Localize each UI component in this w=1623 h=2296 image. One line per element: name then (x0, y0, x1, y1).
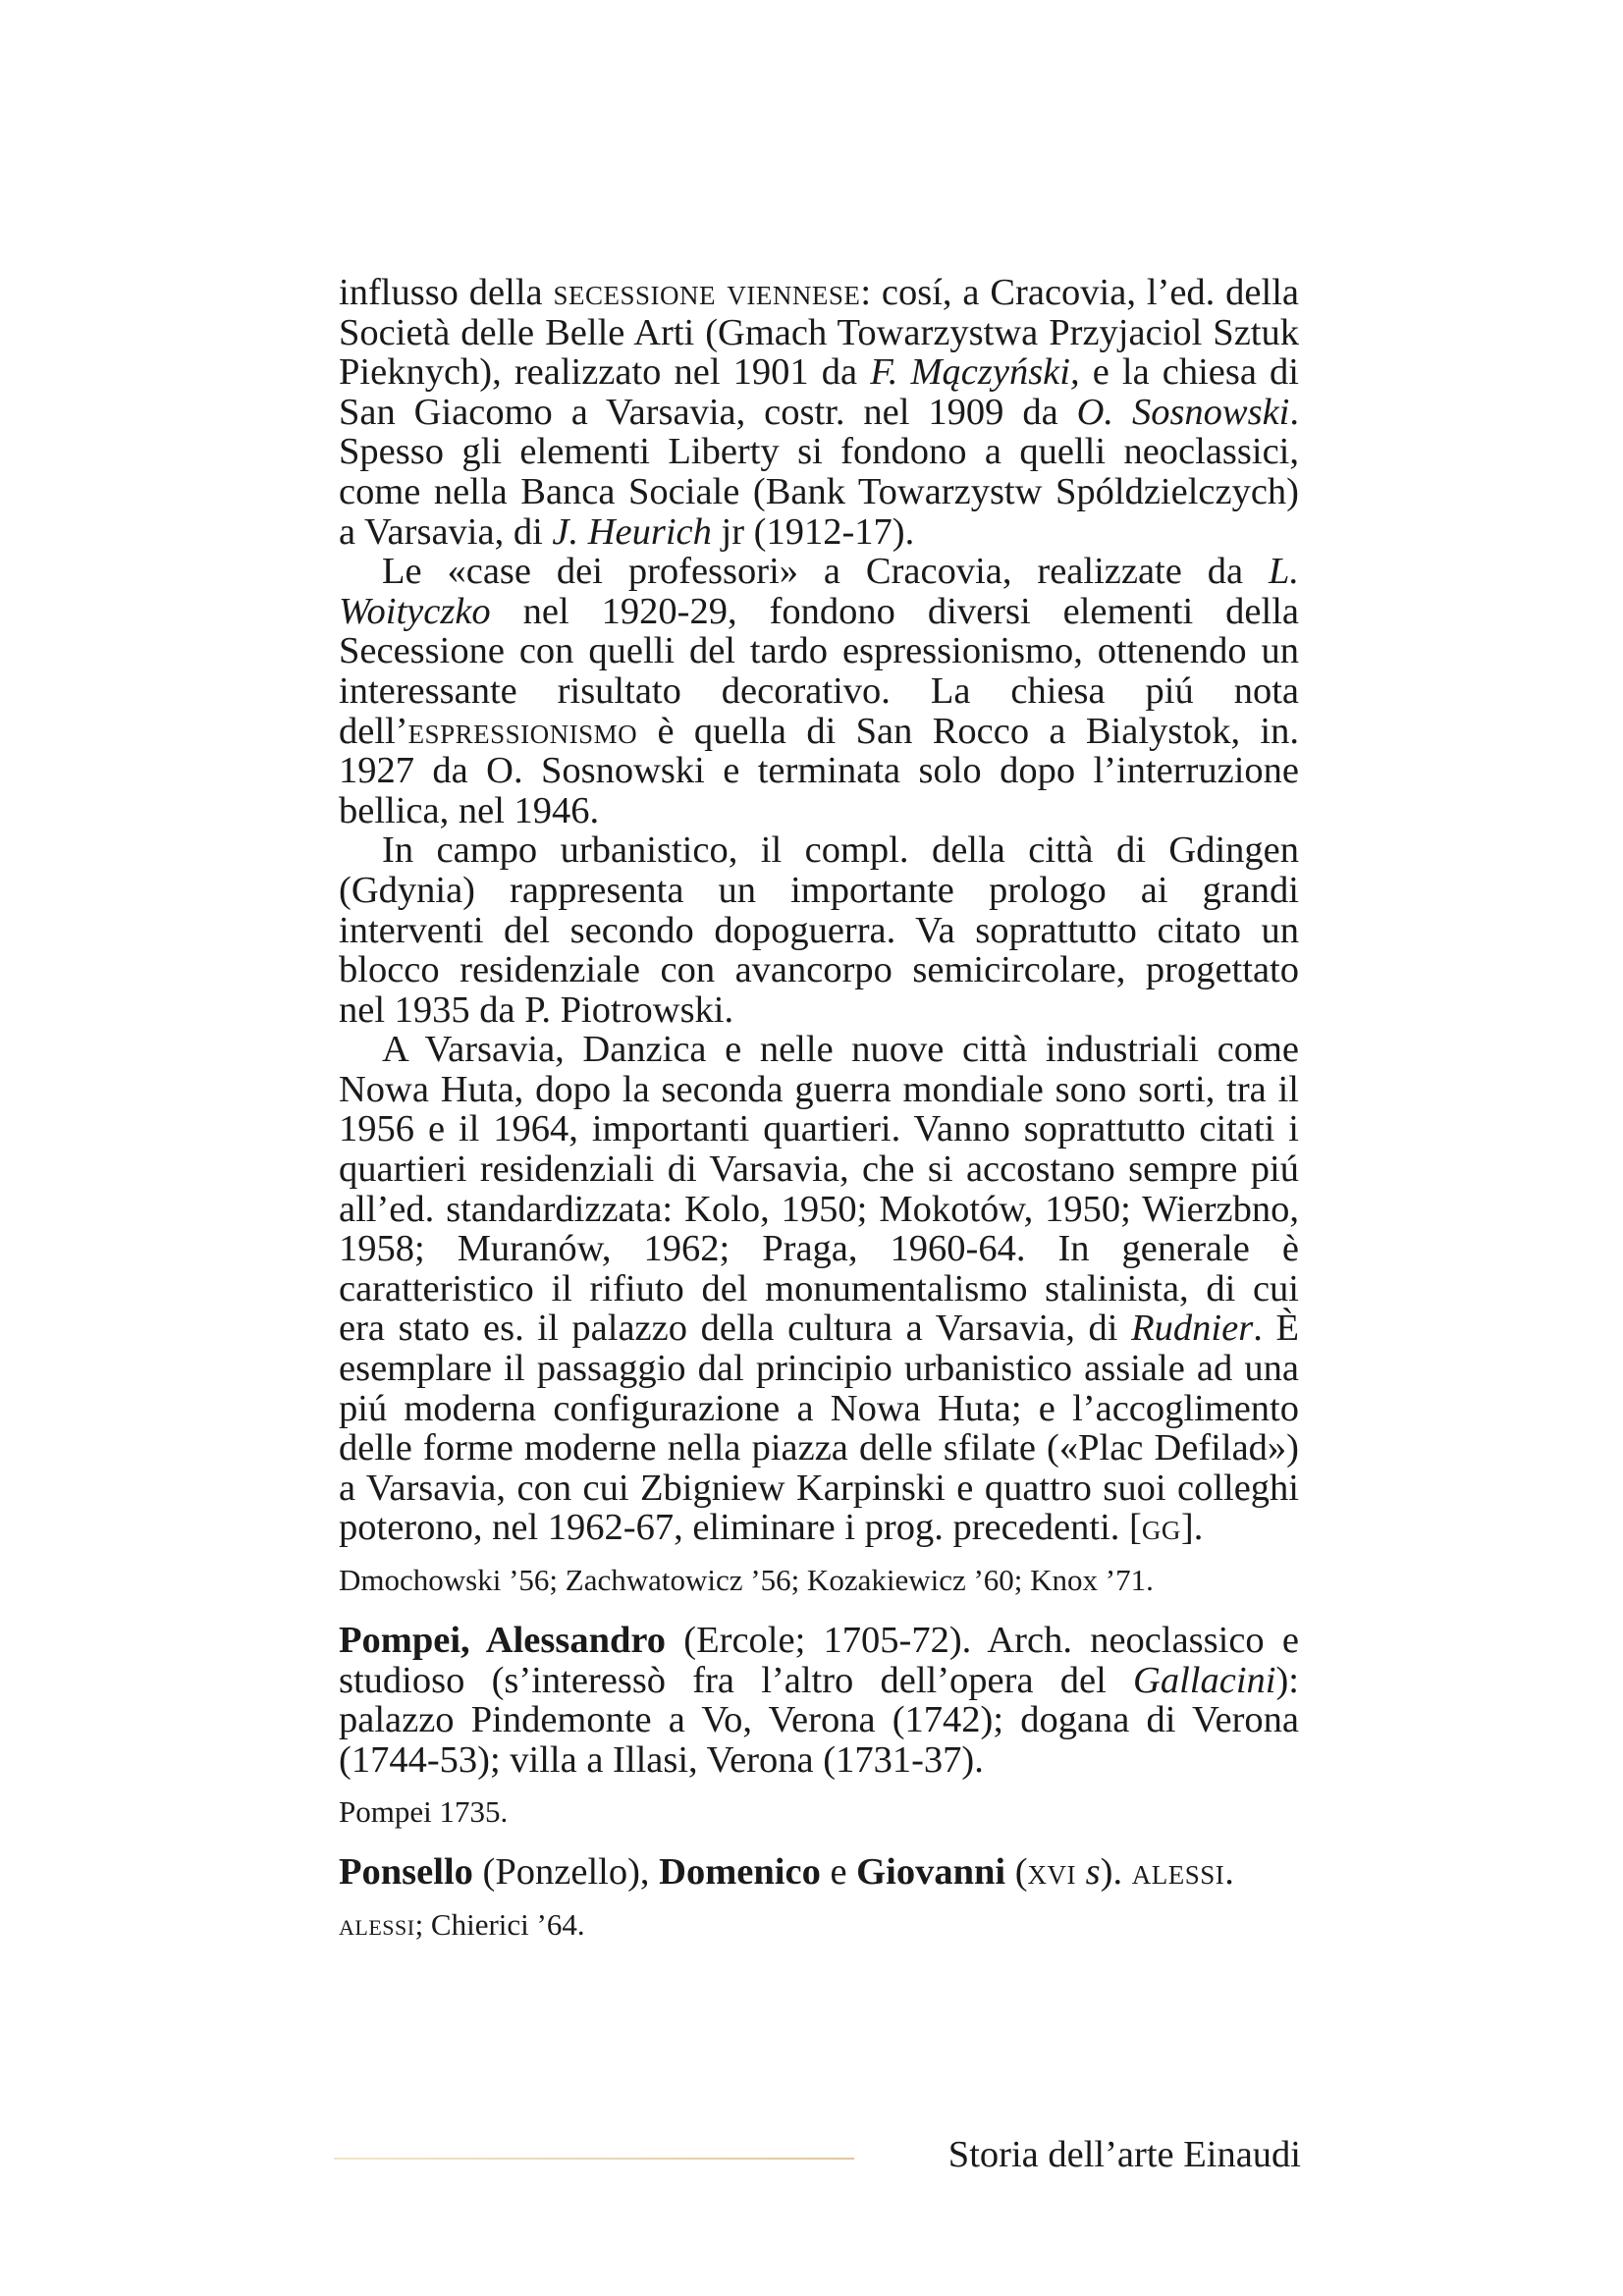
entry-headword: Pompei, Alessandro (339, 1620, 667, 1661)
architect-name: F. Mączyński, (870, 351, 1080, 394)
bibliography: Pompei 1735. (339, 1794, 509, 1830)
architect-name: Rudnier (1131, 1308, 1254, 1350)
century: xvi (1027, 1851, 1077, 1894)
architect-name: O. Sosnowski (1076, 391, 1290, 433)
page-body (339, 273, 1299, 1944)
entry-headword: Giovanni (856, 1851, 1006, 1894)
entry-pompei: Pompei, Alessandro (Ercole; 1705-72). Arch. neoclassico e studioso (s’interessò fra l’altro dell’opera del Gallacini): palazzo Pindemonte a Vo, Verona (1742); dogana di Verona (1744-53); villa a Illasi, Verona (1731-37). (339, 1620, 1299, 1781)
entry-headword: Ponsello (339, 1851, 473, 1894)
cross-reference: alessi (1131, 1851, 1225, 1894)
entry-ponsello: Ponsello (Ponzello), Domenico e Giovanni (xvi s). alessi. (339, 1851, 1234, 1894)
author-initials: gg (1141, 1507, 1181, 1549)
footer-rule (334, 2158, 854, 2160)
bibliography: alessi; Chierici ’64. (339, 1906, 585, 1942)
cross-reference: secessione viennese (553, 272, 861, 313)
paragraph-urbanistica: In campo urbanistico, il compl. della città di Gdingen (Gdynia) rappresenta un importante prologo ai grandi interventi del secondo dopoguerra. Va soprattutto citato un blocco residenziale con avancorpo semicircolare, progettato nel 1935 da P. Piotrowski. (339, 829, 1299, 1031)
paragraph-secessione: influsso della secessione viennese: cosí, a Cracovia, l’ed. della Società delle Belle Arti (Gmach Towarzystwa Przyjaciol Sztuk Pieknych), realizzato nel 1901 da F. Mączyński, e la chiesa di San Giacomo a Varsavia, costr. nel 1909 da O. Sosnowski. Spesso gli elementi Liberty si fondono a quelli neoclassici, come nella Banca Sociale (Bank Towarzystw Spóldzielczych) a Varsavia, di J. Heurich jr (1912-17). (339, 272, 1300, 553)
architect-name: L. Woityczko (339, 551, 1299, 632)
bibliography: Dmochowski ’56; Zachwatowicz ’56; Kozakiewicz ’60; Knox ’71. (339, 1563, 1154, 1597)
paragraph-dopoguerra: A Varsavia, Danzica e nelle nuove città industriali come Nowa Huta, dopo la seconda guerra mondiale sono sorti, tra il 1956 e il 1964, importanti quartieri. Vanno soprattutto citati i quartieri residenziali di Varsavia, che si accostano sempre piú all’ed. standardizzata: Kolo, 1950; Mokotów, 1950; Wierzbno, 1958; Muranów, 1962; Praga, 1960-64. In generale è caratteristico il rifiuto del monumentalismo stalinista, di cui era stato es. il palazzo della cultura a Varsavia, di Rudnier. È esemplare il passaggio dal principio urbanistico assiale ad una piú moderna configurazione a Nowa Huta; e l’accoglimento delle forme moderne nella piazza delle sfilate («Plac Defilad») a Varsavia, con cui Zbigniew Karpinski e quattro suoi colleghi poterono, nel 1962-67, eliminare i prog. precedenti. [gg]. (339, 1029, 1299, 1549)
cross-reference: espressionismo (407, 710, 638, 752)
page-footer (334, 2130, 1301, 2189)
architect-name: J. Heurich (552, 510, 712, 553)
cross-reference: Gallacini (1133, 1659, 1276, 1701)
entry-headword: Domenico (659, 1851, 821, 1894)
footer-title: Storia dell’arte Einaudi (947, 2134, 1301, 2175)
paragraph-case-professori: Le «case dei professori» a Cracovia, realizzate da L. Woityczko nel 1920-29, fondono diversi elementi della Secessione con quelli del tardo espressionismo, ottenendo un interessante risultato decorativo. La chiesa piú nota dell’espressionismo è quella di San Rocco a Bialystok, in. 1927 da O. Sosnowski e terminata solo dopo l’interruzione bellica, nel 1946. (339, 551, 1299, 831)
